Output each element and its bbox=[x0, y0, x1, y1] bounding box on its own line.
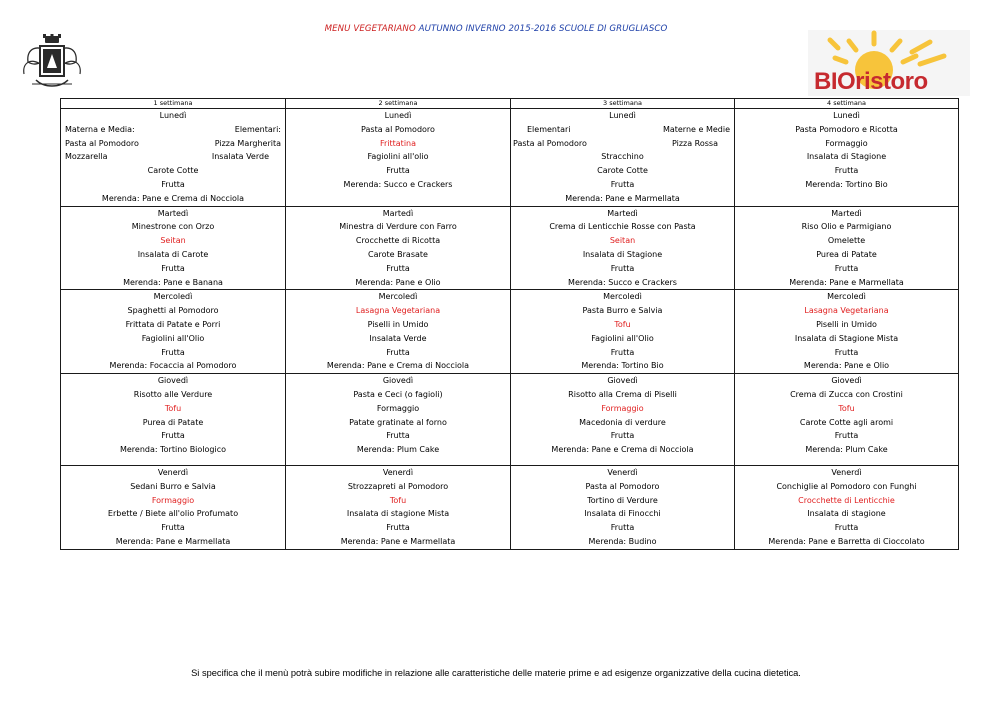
menu-item: Merenda: Pane e Crema di Nocciola bbox=[551, 445, 694, 455]
menu-item: Frittata di Patate e Porri bbox=[125, 319, 221, 329]
menu-item: Merenda: Succo e Crackers bbox=[568, 277, 677, 287]
day-title: Giovedì bbox=[607, 376, 638, 386]
menu-item-highlight: Crocchette di Lenticchie bbox=[798, 495, 895, 505]
menu-item: Insalata Verde bbox=[211, 152, 269, 162]
menu-cell bbox=[286, 206, 511, 290]
day-title: Mercoledì bbox=[378, 292, 418, 302]
menu-item: Sedani Burro e Salvia bbox=[130, 481, 216, 491]
menu-item: Spaghetti al Pomodoro bbox=[127, 306, 219, 316]
day-title: Martedì bbox=[382, 208, 414, 218]
menu-item: Purea di Patate bbox=[142, 417, 204, 427]
menu-item: Frutta bbox=[386, 263, 410, 273]
menu-line bbox=[511, 137, 734, 151]
menu-item: Fagiolini all'Olio bbox=[141, 333, 205, 343]
title-menu-label: MENU VEGETARIANO bbox=[324, 24, 416, 34]
day-title: Martedì bbox=[607, 208, 638, 218]
menu-item: Frutta bbox=[161, 263, 185, 273]
menu-item: Merenda: Tortino Bio bbox=[581, 361, 664, 371]
menu-item: Risotto alla Crema di Piselli bbox=[568, 389, 677, 399]
menu-cell bbox=[735, 465, 959, 549]
day-title: Lunedì bbox=[609, 111, 636, 120]
menu-item-highlight: Tofu bbox=[389, 495, 407, 505]
menu-item: Merenda: Pane e Olio bbox=[355, 277, 441, 287]
menu-item: Crema di Lenticchie Rosse con Pasta bbox=[549, 222, 696, 232]
day-row-martedi bbox=[61, 206, 959, 290]
menu-item: Insalata di Stagione bbox=[582, 249, 663, 259]
menu-item: Pasta al Pomodoro bbox=[361, 124, 435, 134]
menu-cell bbox=[735, 109, 959, 207]
menu-item: Frutta bbox=[610, 263, 635, 273]
day-title: Giovedì bbox=[831, 376, 862, 386]
menu-item-highlight: Formaggio bbox=[151, 495, 195, 505]
footer-note: Si specifica che il menù potrà subire modifiche in relazione alle caratteristiche delle materie prime e ad esigenze organizzative della cucina dietetica. bbox=[191, 668, 801, 678]
menu-item: Formaggio bbox=[376, 403, 420, 413]
day-title: Lunedì bbox=[833, 111, 860, 120]
menu-cell bbox=[511, 290, 735, 374]
menu-cell bbox=[286, 374, 511, 466]
menu-item: Merenda: Pane e Marmellata bbox=[340, 536, 456, 546]
menu-item: Merenda: Pane e Barretta di Cioccolato bbox=[768, 536, 925, 546]
logo-text-ristoro: ristoro bbox=[855, 68, 928, 95]
menu-item-highlight: Lasagna Vegetariana bbox=[355, 306, 441, 316]
menu-item: Merenda: Plum Cake bbox=[356, 445, 440, 455]
menu-cell bbox=[735, 206, 959, 290]
menu-item: Frutta bbox=[610, 523, 635, 533]
menu-item: Frutta bbox=[610, 347, 635, 357]
menu-item: Merenda: Tortino Biologico bbox=[119, 445, 227, 455]
menu-item: Erbette / Biete all'olio Profumato bbox=[107, 509, 239, 519]
week-header-3: 3 settimana bbox=[511, 99, 735, 109]
menu-item: Insalata di Stagione bbox=[806, 152, 887, 162]
menu-item: Stracchino bbox=[601, 152, 644, 162]
menu-item-highlight: Tofu bbox=[838, 403, 855, 413]
day-row-lunedi bbox=[61, 109, 959, 207]
menu-item-highlight: Tofu bbox=[164, 403, 182, 413]
menu-item: Carote Brasate bbox=[368, 249, 428, 259]
menu-item: Merenda: Succo e Crackers bbox=[343, 179, 453, 189]
menu-item: Insalata di Finocchi bbox=[584, 509, 661, 519]
menu-item: Materne e Medie bbox=[662, 124, 730, 134]
menu-line bbox=[61, 137, 285, 151]
day-title: Martedì bbox=[157, 208, 189, 218]
day-title: Giovedì bbox=[382, 376, 414, 386]
menu-cell bbox=[511, 374, 735, 466]
menu-item: Frutta bbox=[161, 431, 185, 441]
menu-item: Risotto alle Verdure bbox=[133, 389, 213, 399]
menu-cell bbox=[511, 109, 735, 207]
menu-item: Purea di Patate bbox=[816, 249, 877, 259]
menu-item: Frutta bbox=[610, 431, 635, 441]
menu-item: Pasta e Ceci (o fagioli) bbox=[353, 389, 443, 399]
day-title: Mercoledì bbox=[827, 292, 866, 302]
menu-item: Elementari: bbox=[234, 124, 281, 134]
menu-cell bbox=[61, 109, 286, 207]
menu-cell bbox=[735, 374, 959, 466]
menu-item: Insalata di Carote bbox=[137, 249, 209, 259]
menu-item: Pasta al Pomodoro bbox=[513, 138, 587, 148]
municipal-crest-icon bbox=[18, 34, 86, 94]
menu-item: Merenda: Pane e Marmellata bbox=[789, 277, 904, 287]
menu-line bbox=[61, 123, 285, 137]
menu-cell bbox=[735, 290, 959, 374]
menu-item: Crocchette di Ricotta bbox=[355, 236, 441, 246]
bioristoro-logo bbox=[808, 30, 970, 96]
menu-item: Carote Cotte bbox=[147, 166, 199, 176]
menu-item: Riso Olio e Parmigiano bbox=[801, 222, 892, 232]
menu-cell bbox=[61, 465, 286, 549]
day-title: Giovedì bbox=[157, 376, 189, 386]
day-row-giovedi bbox=[61, 374, 959, 466]
menu-item: Merenda: Budino bbox=[588, 536, 657, 546]
logo-text bbox=[814, 68, 928, 96]
menu-item: Mozzarella bbox=[65, 152, 108, 162]
title-season-label: AUTUNNO INVERNO 2015-2016 SCUOLE DI GRUGLIASCO bbox=[418, 24, 668, 34]
menu-item: Insalata di stagione bbox=[807, 509, 886, 519]
menu-item: Piselli in Umido bbox=[367, 319, 429, 329]
menu-item: Pizza Rossa bbox=[671, 138, 718, 148]
menu-item: Insalata Verde bbox=[369, 333, 427, 343]
menu-line bbox=[61, 150, 285, 164]
menu-item: Pasta Burro e Salvia bbox=[582, 306, 663, 316]
day-title: Venerdì bbox=[607, 467, 638, 477]
menu-cell bbox=[286, 290, 511, 374]
week-header-1: 1 settimana bbox=[61, 99, 286, 109]
menu-item: Elementari bbox=[527, 124, 571, 134]
menu-item-highlight: Seitan bbox=[609, 236, 636, 246]
week-header-row bbox=[61, 99, 959, 109]
menu-item: Frutta bbox=[161, 347, 185, 357]
menu-item-highlight: Tofu bbox=[614, 319, 631, 329]
menu-item: Frutta bbox=[610, 179, 635, 189]
menu-item: Frutta bbox=[386, 166, 410, 176]
menu-item: Insalata di Stagione Mista bbox=[794, 333, 899, 343]
weekly-menu-table bbox=[60, 98, 959, 550]
menu-item-highlight: Lasagna Vegetariana bbox=[804, 306, 889, 316]
day-title: Venerdì bbox=[157, 467, 189, 477]
menu-item: Carote Cotte agli aromi bbox=[799, 417, 894, 427]
week-header-2: 2 settimana bbox=[286, 99, 511, 109]
menu-item: Frutta bbox=[834, 431, 859, 441]
day-title: Venerdì bbox=[831, 467, 862, 477]
menu-item-highlight: Seitan bbox=[160, 236, 186, 246]
menu-item: Piselli in Umido bbox=[816, 319, 877, 329]
menu-item: Omelette bbox=[827, 236, 866, 246]
menu-item-highlight: Formaggio bbox=[601, 403, 644, 413]
menu-item: Formaggio bbox=[825, 138, 868, 148]
menu-item: Merenda: Pane e Marmellata bbox=[115, 536, 231, 546]
menu-item: Macedonia di verdure bbox=[579, 417, 666, 427]
day-title: Lunedì bbox=[159, 111, 187, 120]
day-title: Venerdì bbox=[382, 467, 414, 477]
menu-item: Merenda: Plum Cake bbox=[805, 445, 888, 455]
menu-item: Merenda: Focaccia al Pomodoro bbox=[109, 361, 237, 371]
menu-item: Conchiglie al Pomodoro con Funghi bbox=[776, 481, 917, 491]
menu-item: Pasta Pomodoro e Ricotta bbox=[795, 124, 898, 134]
menu-item: Merenda: Tortino Bio bbox=[805, 179, 888, 189]
day-row-venerdi bbox=[61, 465, 959, 549]
menu-item: Fagiolini all'olio bbox=[367, 152, 429, 162]
menu-cell bbox=[511, 465, 735, 549]
menu-item: Minestrone con Orzo bbox=[131, 222, 215, 232]
menu-item: Frutta bbox=[386, 523, 410, 533]
day-row-mercoledi bbox=[61, 290, 959, 374]
menu-cell bbox=[286, 109, 511, 207]
day-title: Mercoledì bbox=[153, 292, 193, 302]
menu-item: Merenda: Pane e Crema di Nocciola bbox=[101, 193, 245, 203]
menu-item: Frutta bbox=[161, 523, 185, 533]
menu-cell bbox=[286, 465, 511, 549]
menu-item: Frutta bbox=[161, 179, 185, 189]
menu-item: Pasta al Pomodoro bbox=[585, 481, 660, 491]
menu-item: Merenda: Pane e Crema di Nocciola bbox=[326, 361, 470, 371]
day-title: Mercoledì bbox=[603, 292, 642, 302]
menu-item: Fagiolini all'Olio bbox=[591, 333, 654, 343]
menu-item: Tortino di Verdure bbox=[587, 495, 658, 505]
menu-cell bbox=[511, 206, 735, 290]
menu-cell bbox=[61, 374, 286, 466]
menu-cell bbox=[61, 290, 286, 374]
logo-text-bio: BIO bbox=[814, 68, 856, 95]
day-title: Martedì bbox=[831, 208, 862, 218]
menu-item: Frutta bbox=[386, 347, 410, 357]
menu-item: Pasta al Pomodoro bbox=[65, 138, 139, 148]
menu-item-highlight: Frittatina bbox=[379, 138, 417, 148]
menu-item: Merenda: Pane e Olio bbox=[803, 361, 890, 371]
menu-item: Materna e Media: bbox=[65, 124, 135, 134]
menu-item: Crema di Zucca con Crostini bbox=[790, 389, 903, 399]
menu-item: Strozzapreti al Pomodoro bbox=[347, 481, 449, 491]
menu-item: Insalata di stagione Mista bbox=[346, 509, 450, 519]
menu-item: Merenda: Pane e Marmellata bbox=[565, 193, 680, 203]
menu-item: Frutta bbox=[834, 166, 859, 176]
menu-cell bbox=[61, 206, 286, 290]
week-header-4: 4 settimana bbox=[735, 99, 959, 109]
menu-line bbox=[511, 123, 734, 137]
menu-item: Pizza Margherita bbox=[214, 138, 281, 148]
menu-item: Frutta bbox=[386, 431, 410, 441]
menu-item: Frutta bbox=[834, 347, 859, 357]
day-title: Lunedì bbox=[384, 111, 412, 120]
menu-item: Frutta bbox=[834, 523, 859, 533]
menu-item: Patate gratinate al forno bbox=[349, 417, 447, 427]
menu-item: Carote Cotte bbox=[597, 166, 648, 176]
menu-item: Merenda: Pane e Banana bbox=[123, 277, 223, 287]
menu-item: Minestra di Verdure con Farro bbox=[339, 222, 457, 232]
menu-item: Frutta bbox=[834, 263, 859, 273]
